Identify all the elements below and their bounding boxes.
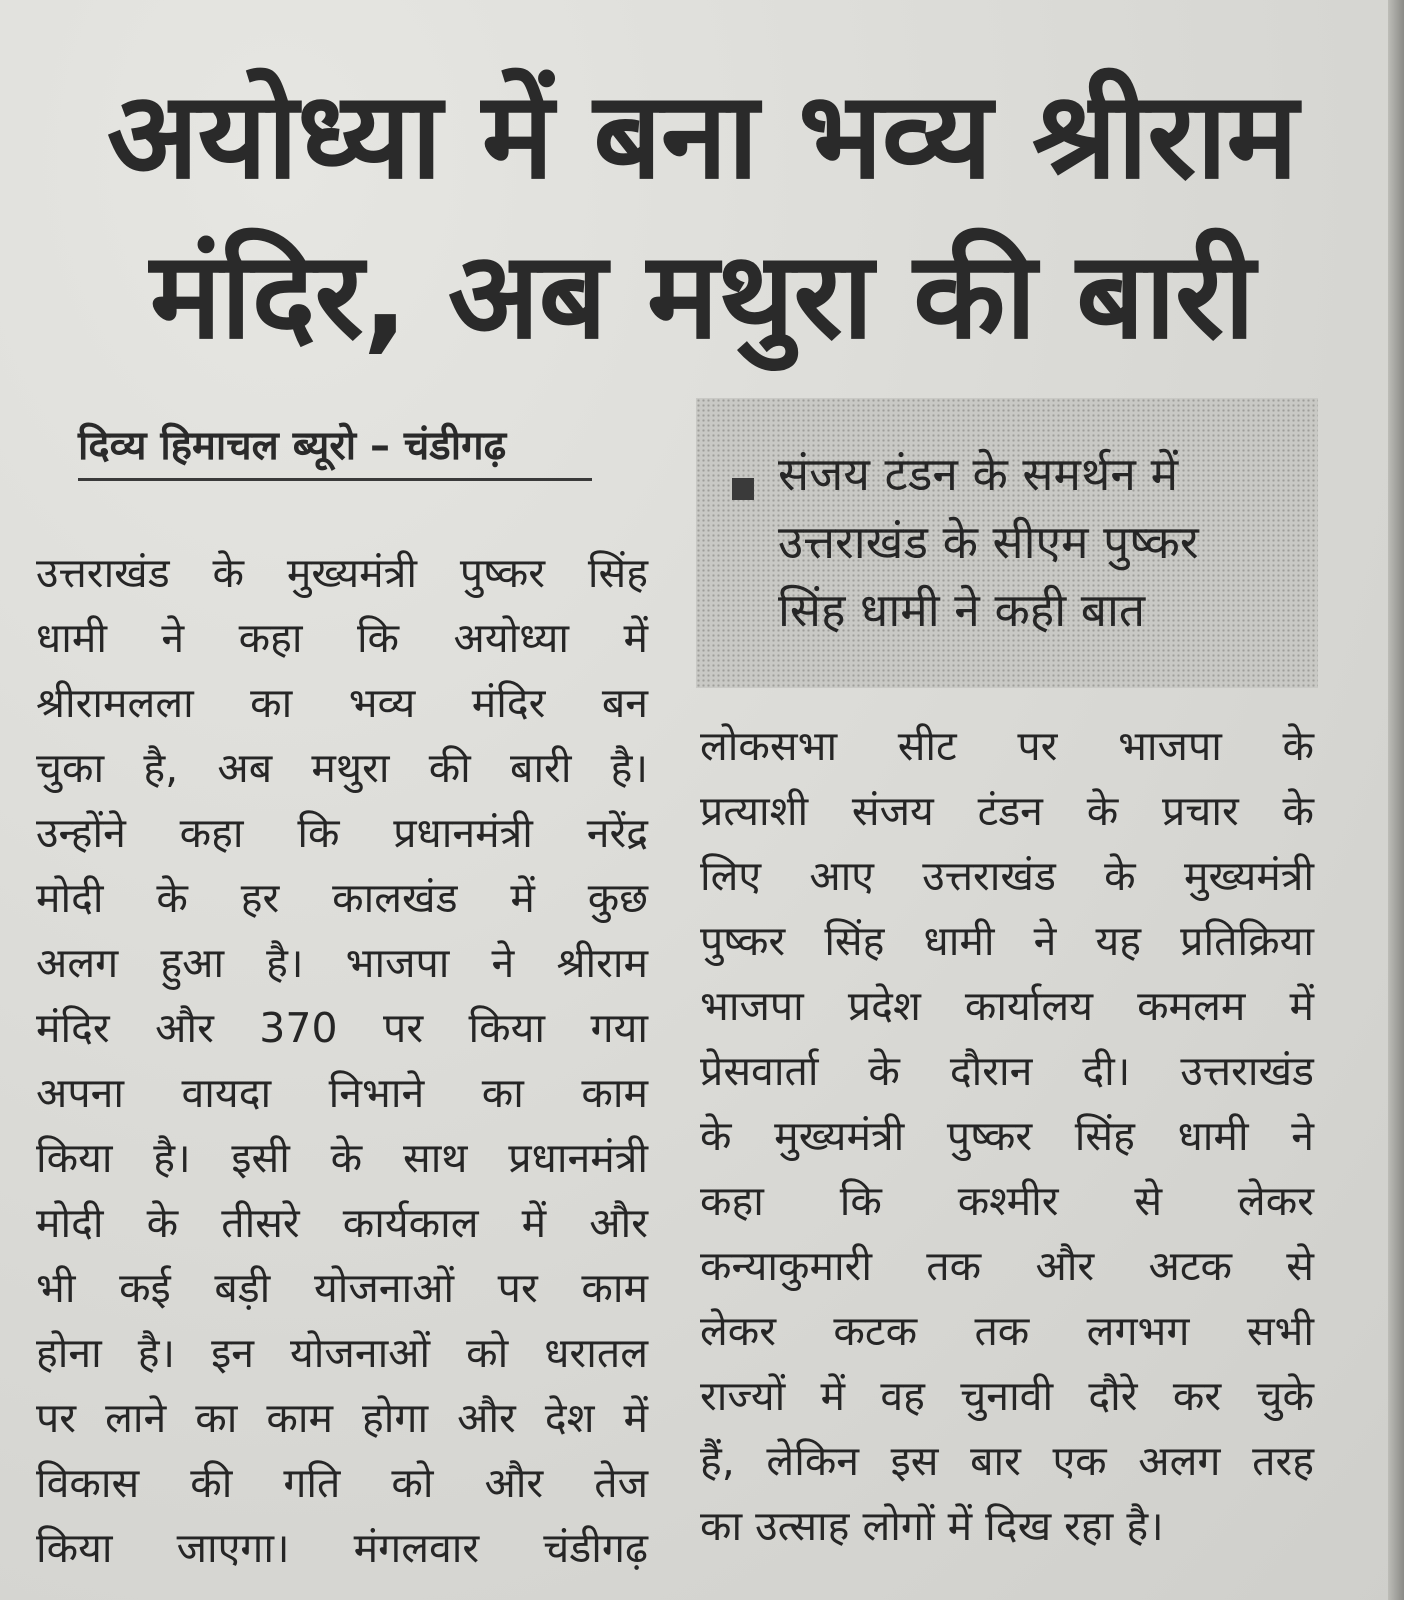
body-line: प्रेसवार्ता के दौरान दी। उत्तराखंड <box>700 1047 1314 1095</box>
left-column-body <box>36 541 648 1581</box>
body-line: के मुख्यमंत्री पुष्कर सिंह धामी ने <box>700 1112 1314 1160</box>
body-line: उत्तराखंड के मुख्यमंत्री पुष्कर सिंह <box>36 549 648 597</box>
body-line: कहा कि कश्मीर से लेकर <box>700 1177 1314 1225</box>
body-line: अपना वायदा निभाने का काम <box>36 1069 648 1117</box>
body-line: भी कई बड़ी योजनाओं पर काम <box>36 1264 648 1312</box>
body-line: उन्होंने कहा कि प्रधानमंत्री नरेंद्र <box>36 809 648 857</box>
photo-edge-shadow <box>1388 0 1404 1600</box>
headline-line-1: अयोध्या में बना भव्य श्रीराम <box>106 67 1298 206</box>
body-line: मंदिर और 370 पर किया गया <box>36 1004 648 1052</box>
body-line: राज्यों में वह चुनावी दौरे कर चुके <box>700 1372 1314 1420</box>
body-line: अलग हुआ है। भाजपा ने श्रीराम <box>36 939 648 987</box>
highlight-text <box>778 440 1298 644</box>
body-line: प्रत्याशी संजय टंडन के प्रचार के <box>700 787 1314 835</box>
highlight-line: उत्तराखंड के सीएम पुष्कर <box>778 515 1199 569</box>
body-line: होना है। इन योजनाओं को धरातल <box>36 1329 648 1377</box>
body-line: विकास की गति को और तेज <box>36 1459 648 1507</box>
highlight-line: सिंह धामी ने कही बात <box>778 583 1146 637</box>
body-line: किया जाएगा। मंगलवार चंडीगढ़ <box>36 1524 648 1572</box>
byline: दिव्य हिमाचल ब्यूरो – चंडीगढ़ <box>78 418 592 481</box>
body-line: मोदी के हर कालखंड में कुछ <box>36 874 648 922</box>
body-line: चुका है, अब मथुरा की बारी है। <box>36 744 648 792</box>
square-bullet-icon <box>732 478 754 500</box>
body-line: कन्याकुमारी तक और अटक से <box>700 1242 1314 1290</box>
body-line: किया है। इसी के साथ प्रधानमंत्री <box>36 1134 648 1182</box>
body-line: लिए आए उत्तराखंड के मुख्यमंत्री <box>700 852 1314 900</box>
body-line: लेकर कटक तक लगभग सभी <box>700 1307 1314 1355</box>
body-line: श्रीरामलला का भव्य मंदिर बन <box>36 679 648 727</box>
body-line: पुष्कर सिंह धामी ने यह प्रतिक्रिया <box>700 917 1314 965</box>
highlight-line: संजय टंडन के समर्थन में <box>778 447 1179 501</box>
headline-line-2: मंदिर, अब मथुरा की बारी <box>149 227 1255 366</box>
body-line: हैं, लेकिन इस बार एक अलग तरह <box>700 1437 1314 1485</box>
body-line: धामी ने कहा कि अयोध्या में <box>36 614 648 662</box>
body-line: भाजपा प्रदेश कार्यालय कमलम में <box>700 982 1314 1030</box>
body-line: पर लाने का काम होगा और देश में <box>36 1394 648 1442</box>
highlight-box <box>696 398 1318 688</box>
body-line: मोदी के तीसरे कार्यकाल में और <box>36 1199 648 1247</box>
right-column-body <box>700 714 1314 1559</box>
body-line: लोकसभा सीट पर भाजपा के <box>700 722 1314 770</box>
body-line: का उत्साह लोगों में दिख रहा है। <box>700 1502 1164 1550</box>
